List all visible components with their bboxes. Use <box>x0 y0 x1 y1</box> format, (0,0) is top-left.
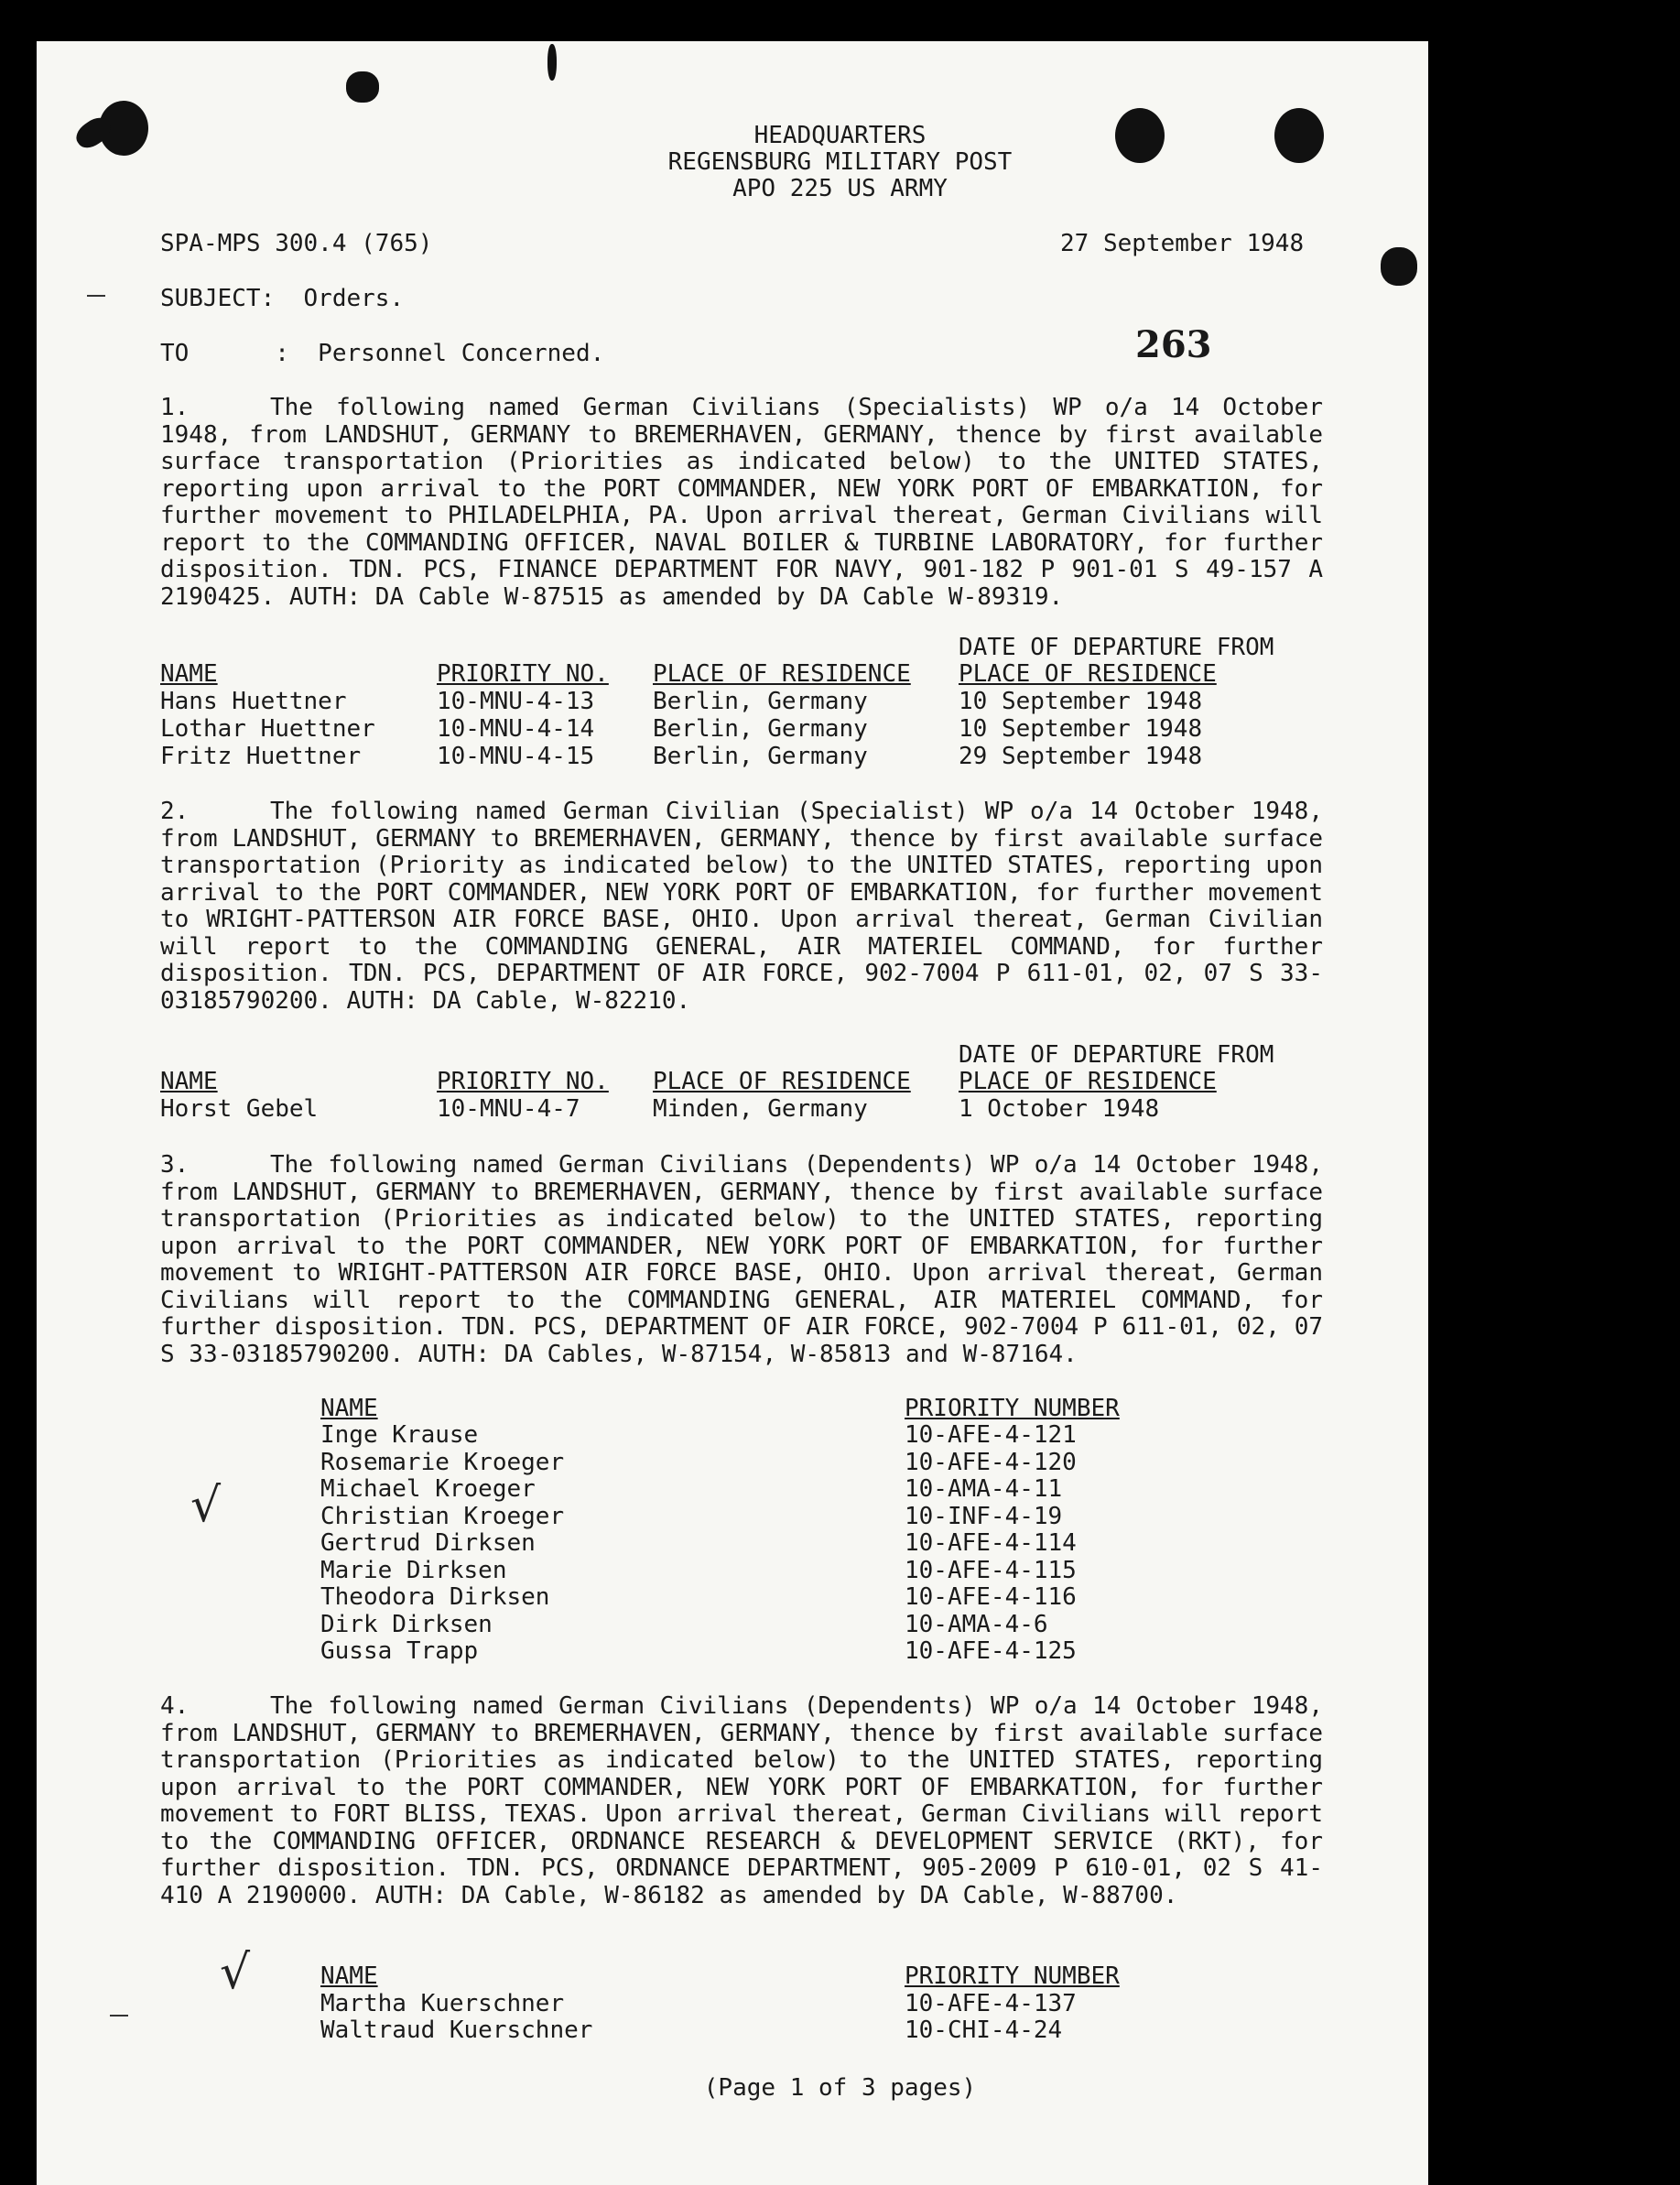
header-line-2: REGENSBURG MILITARY POST <box>667 148 1013 176</box>
table-row <box>160 689 1350 716</box>
paragraph-3 <box>160 1152 1323 1368</box>
ink-blot <box>1381 247 1417 286</box>
col-name: NAME <box>320 1962 378 1990</box>
table-2-header-date-line1: DATE OF DEPARTURE FROM <box>959 1041 1274 1069</box>
cell-priority: 10-AFE-4-116 <box>905 1583 1077 1611</box>
paragraph-number: 3. <box>160 1151 190 1179</box>
col-name: NAME <box>160 660 218 688</box>
cell-priority: 10-AFE-4-115 <box>905 1557 1077 1584</box>
cell-residence: Berlin, Germany <box>653 688 868 715</box>
cell-name: Rosemarie Kroeger <box>320 1449 565 1476</box>
table-row <box>320 1638 1236 1666</box>
cell-priority: 10-AFE-4-120 <box>905 1449 1077 1476</box>
col-priority: PRIORITY NO. <box>437 1068 609 1095</box>
table-row <box>320 1450 1236 1477</box>
table-1-header-date-line1: DATE OF DEPARTURE FROM <box>959 634 1274 661</box>
margin-mark <box>110 2015 128 2017</box>
cell-priority: 10-AFE-4-114 <box>905 1529 1077 1557</box>
paragraph-2 <box>160 799 1323 1015</box>
to-line: TO : Personnel Concerned. <box>160 340 605 367</box>
col-date-line2: PLACE OF RESIDENCE <box>959 1068 1217 1095</box>
table-row <box>320 1422 1236 1450</box>
header-line-1: HEADQUARTERS <box>753 122 927 149</box>
table-row <box>160 744 1350 771</box>
cell-priority: 10-INF-4-19 <box>905 1503 1063 1530</box>
table-3-header <box>320 1396 1236 1423</box>
cell-name: Michael Kroeger <box>320 1475 536 1503</box>
cell-name: Marie Dirksen <box>320 1557 507 1584</box>
paragraph-1 <box>160 395 1323 611</box>
table-1-header <box>160 661 1350 689</box>
table-row <box>320 1530 1236 1558</box>
cell-name: Fritz Huettner <box>160 743 362 770</box>
cell-priority: 10-AFE-4-121 <box>905 1421 1077 1449</box>
paragraph-4 <box>160 1693 1323 1909</box>
header-line-3: APO 225 US ARMY <box>732 175 948 202</box>
cell-priority: 10-MNU-4-14 <box>437 715 595 743</box>
cell-date: 10 September 1948 <box>959 715 1203 743</box>
ink-blot <box>547 44 557 81</box>
cell-priority: 10-MNU-4-7 <box>437 1095 580 1123</box>
order-date: 27 September 1948 <box>1060 230 1305 257</box>
order-number: 263 <box>1135 323 1212 366</box>
col-name: NAME <box>320 1395 378 1422</box>
table-row <box>320 1584 1236 1612</box>
table-row <box>320 2017 1236 2045</box>
cell-priority: 10-AFE-4-125 <box>905 1637 1077 1665</box>
page-footer: (Page 1 of 3 pages) <box>703 2074 977 2102</box>
col-name: NAME <box>160 1068 218 1095</box>
margin-mark <box>87 295 105 297</box>
col-date-line2: PLACE OF RESIDENCE <box>959 660 1217 688</box>
cell-date: 29 September 1948 <box>959 743 1203 770</box>
table-4-header <box>320 1963 1236 1991</box>
col-priority-number: PRIORITY NUMBER <box>905 1962 1120 1990</box>
cell-name: Lothar Huettner <box>160 715 375 743</box>
cell-residence: Berlin, Germany <box>653 715 868 743</box>
cell-residence: Berlin, Germany <box>653 743 868 770</box>
cell-priority: 10-MNU-4-15 <box>437 743 595 770</box>
col-priority-number: PRIORITY NUMBER <box>905 1395 1120 1422</box>
cell-name: Gertrud Dirksen <box>320 1529 536 1557</box>
table-row <box>320 1558 1236 1585</box>
cell-name: Horst Gebel <box>160 1095 319 1123</box>
ink-blot <box>346 71 379 103</box>
col-residence: PLACE OF RESIDENCE <box>653 1068 911 1095</box>
file-number: SPA-MPS 300.4 (765) <box>160 230 433 257</box>
col-residence: PLACE OF RESIDENCE <box>653 660 911 688</box>
handwritten-check-mark: √ <box>220 1945 251 2000</box>
col-priority: PRIORITY NO. <box>437 660 609 688</box>
table-row <box>320 1504 1236 1531</box>
cell-date: 10 September 1948 <box>959 688 1203 715</box>
cell-priority: 10-MNU-4-13 <box>437 688 595 715</box>
paragraph-number: 4. <box>160 1692 190 1720</box>
paragraph-text: The following named German Civilians (Dependents) WP o/a 14 October 1948, from LANDSHUT, GERMANY to BREMERHAVEN, GERMANY, thence by first available surface transportation (Priorities as indicated below) to the UNITED STATES, reporting upon arrival to the PORT COMMANDER, NEW YORK PORT OF EMBARKATION, for further movement to FORT BLISS, TEXAS. Upon arrival thereat, German Civilians will report to the COMMANDING OFFICER, ORDNANCE RESEARCH & DEVELOPMENT SERVICE (RKT), for further disposition. TDN. PCS, ORDNANCE DEPARTMENT, 905-2009 P 610-01, 02 S 41-410 A 2190000. AUTH: DA Cable, W-86182 as amended by DA Cable, W-88700. <box>160 1692 1323 1909</box>
cell-name: Martha Kuerschner <box>320 1990 565 2017</box>
cell-residence: Minden, Germany <box>653 1095 868 1123</box>
handwritten-check-mark: √ <box>190 1478 222 1533</box>
paragraph-number: 2. <box>160 798 190 825</box>
cell-name: Inge Krause <box>320 1421 479 1449</box>
table-row <box>320 1991 1236 2018</box>
paragraph-text: The following named German Civilians (Specialists) WP o/a 14 October 1948, from LANDSHUT, GERMANY to BREMERHAVEN, GERMANY, thence by first available surface transportation (Priorities as indicated below) to the UNITED STATES, reporting upon arrival to the PORT COMMANDER, NEW YORK PORT OF EMBARKATION, for further movement to PHILADELPHIA, PA. Upon arrival thereat, German Civilians will report to the COMMANDING OFFICER, NAVAL BOILER & TURBINE LABORATORY, for further disposition. TDN. PCS, FINANCE DEPARTMENT FOR NAVY, 901-182 P 901-01 S 49-157 A 2190425. AUTH: DA Cable W-87515 as amended by DA Cable W-89319. <box>160 394 1323 611</box>
cell-priority: 10-AMA-4-6 <box>905 1611 1048 1638</box>
cell-name: Hans Huettner <box>160 688 347 715</box>
table-row <box>160 1096 1350 1124</box>
cell-priority: 10-AFE-4-137 <box>905 1990 1077 2017</box>
table-row <box>320 1476 1236 1504</box>
cell-name: Gussa Trapp <box>320 1637 479 1665</box>
cell-name: Christian Kroeger <box>320 1503 565 1530</box>
cell-name: Dirk Dirksen <box>320 1611 493 1638</box>
cell-date: 1 October 1948 <box>959 1095 1160 1123</box>
paragraph-text: The following named German Civilians (Dependents) WP o/a 14 October 1948, from LANDSHUT, GERMANY to BREMERHAVEN, GERMANY, thence by first available surface transportation (Priorities as indicated below) to the UNITED STATES, reporting upon arrival to the PORT COMMANDER, NEW YORK PORT OF EMBARKATION, for further movement to WRIGHT-PATTERSON AIR FORCE BASE, OHIO. Upon arrival thereat, German Civilians will report to the COMMANDING GENERAL, AIR MATERIEL COMMAND, for further disposition. TDN. PCS, DEPARTMENT OF AIR FORCE, 902-7004 P 611-01, 02, 07 S 33-03185790200. AUTH: DA Cables, W-87154, W-85813 and W-87164. <box>160 1151 1323 1368</box>
paragraph-number: 1. <box>160 394 190 421</box>
table-2-header <box>160 1069 1350 1096</box>
cell-priority: 10-AMA-4-11 <box>905 1475 1063 1503</box>
cell-priority: 10-CHI-4-24 <box>905 2017 1063 2044</box>
subject-line: SUBJECT: Orders. <box>160 285 405 312</box>
paragraph-text: The following named German Civilian (Specialist) WP o/a 14 October 1948, from LANDSHUT, GERMANY to BREMERHAVEN, GERMANY, thence by first available surface transportation (Priority as indicated below) to the UNITED STATES, reporting upon arrival to the PORT COMMANDER, NEW YORK PORT OF EMBARKATION, for further movement to WRIGHT-PATTERSON AIR FORCE BASE, OHIO. Upon arrival thereat, German Civilian will report to the COMMANDING GENERAL, AIR MATERIEL COMMAND, for further disposition. TDN. PCS, DEPARTMENT OF AIR FORCE, 902-7004 P 611-01, 02, 07 S 33-03185790200. AUTH: DA Cable, W-82210. <box>160 798 1323 1015</box>
table-row <box>160 716 1350 744</box>
table-row <box>320 1612 1236 1639</box>
cell-name: Theodora Dirksen <box>320 1583 550 1611</box>
cell-name: Waltraud Kuerschner <box>320 2017 593 2044</box>
